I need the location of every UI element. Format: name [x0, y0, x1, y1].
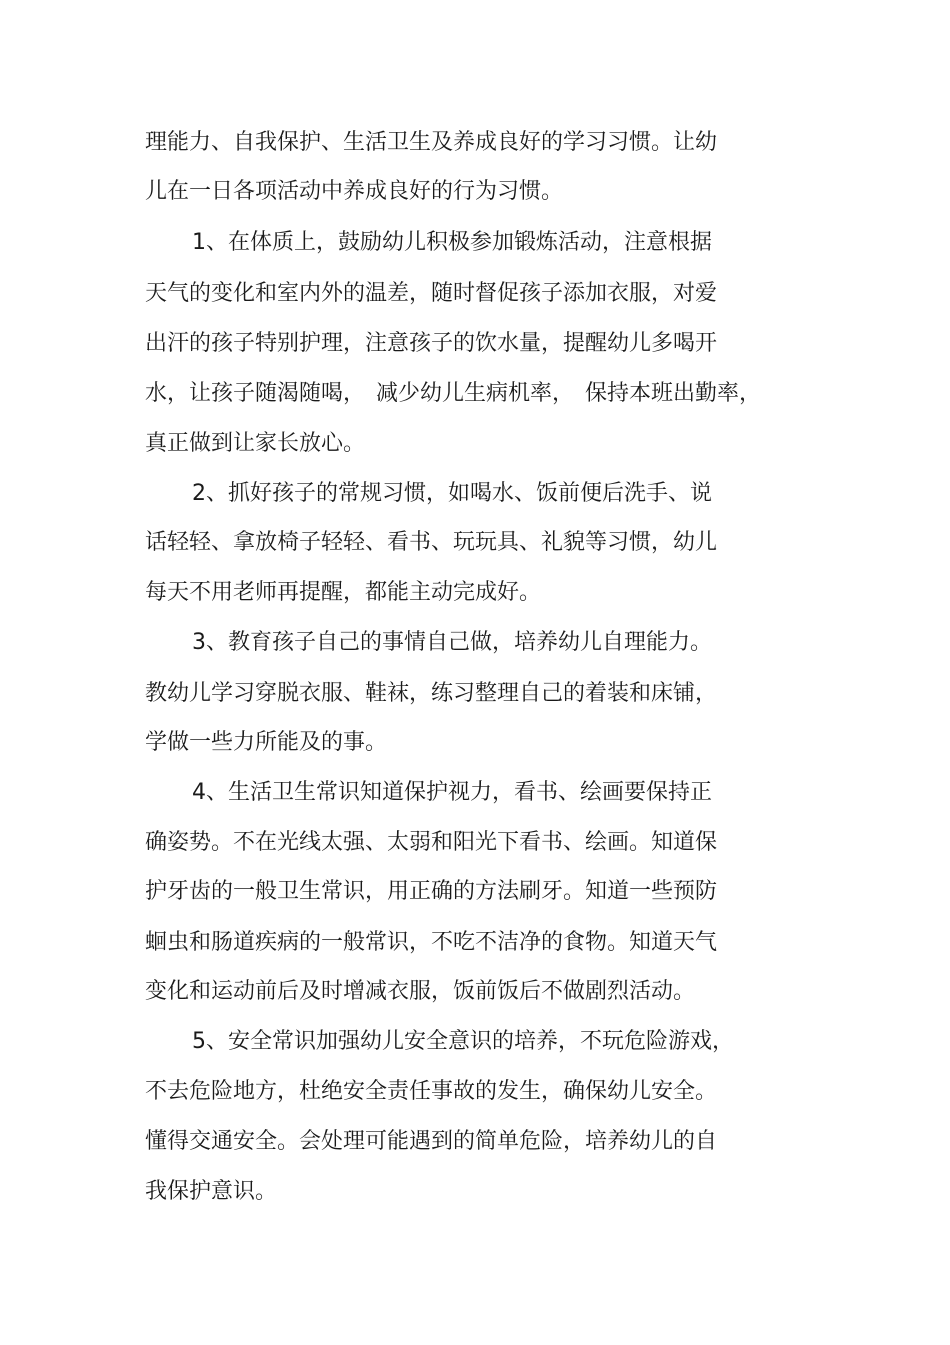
- text-line: 教幼儿学习穿脱衣服、鞋袜，练习整理自己的着装和床铺，: [145, 681, 718, 706]
- text-line: 出汗的孩子特别护理，注意孩子的饮水量，提醒幼儿多喝开: [145, 331, 718, 356]
- text-line: 我保护意识。: [145, 1179, 278, 1204]
- text-line: 每天不用老师再提醒，都能主动完成好。: [145, 580, 542, 605]
- text-line: 确姿势。不在光线太强、太弱和阳光下看书、绘画。知道保: [145, 830, 718, 855]
- text-line: 真正做到让家长放心。: [145, 431, 366, 456]
- paragraph-2-start: 2、抓好孩子的常规习惯，如喝水、饭前便后洗手、说: [192, 481, 712, 506]
- paragraph-4-start: 4、生活卫生常识知道保护视力，看书、绘画要保持正: [192, 780, 712, 805]
- text-line: 话轻轻、拿放椅子轻轻、看书、玩玩具、礼貌等习惯，幼儿: [145, 530, 718, 555]
- text-line: 懂得交通安全。会处理可能遇到的简单危险，培养幼儿的自: [145, 1129, 718, 1154]
- paragraph-5-start: 5、安全常识加强幼儿安全意识的培养，不玩危险游戏，: [192, 1029, 734, 1054]
- text-line: 学做一些力所能及的事。: [145, 730, 388, 755]
- text-line: 儿在一日各项活动中养成良好的行为习惯。: [145, 179, 564, 204]
- paragraph-3-start: 3、教育孩子自己的事情自己做，培养幼儿自理能力。: [192, 630, 712, 655]
- text-line: 水，让孩子随渴随喝， 减少幼儿生病机率， 保持本班出勤率，: [145, 381, 762, 406]
- text-line: 蛔虫和肠道疾病的一般常识，不吃不洁净的食物。知道天气: [145, 930, 718, 955]
- text-line: 护牙齿的一般卫生常识，用正确的方法刷牙。知道一些预防: [145, 879, 718, 904]
- text-line: 变化和运动前后及时增减衣服，饭前饭后不做剧烈活动。: [145, 979, 696, 1004]
- text-line: 理能力、自我保护、生活卫生及养成良好的学习习惯。让幼: [145, 130, 718, 155]
- paragraph-1-start: 1、在体质上，鼓励幼儿积极参加锻炼活动，注意根据: [192, 230, 712, 255]
- text-line: 不去危险地方，杜绝安全责任事故的发生，确保幼儿安全。: [145, 1079, 718, 1104]
- text-line: 天气的变化和室内外的温差，随时督促孩子添加衣服，对爱: [145, 281, 718, 306]
